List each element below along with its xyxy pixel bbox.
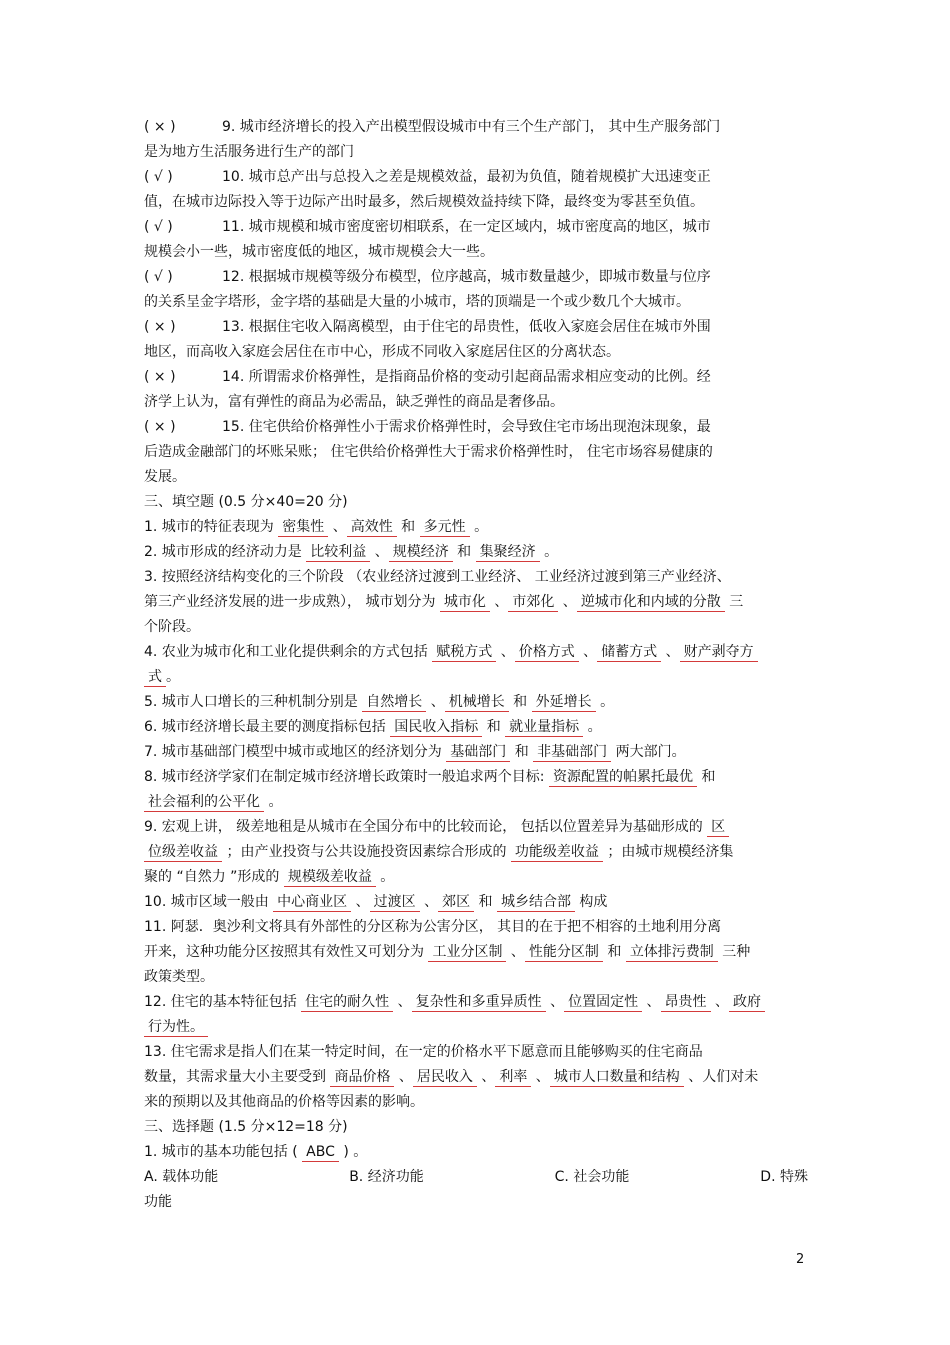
answer-blank: 住宅的耐久性: [301, 994, 393, 1012]
tf-mark: ( √ ): [144, 219, 173, 235]
answer-blank: 商品价格: [330, 1069, 394, 1087]
section-title-choice: 三、选择题 (1.5 分×12=18 分): [144, 1119, 348, 1135]
answer-blank: 非基础部门: [533, 744, 611, 762]
answer-blank: 工业分区制: [428, 944, 506, 962]
answer-blank: 外延增长: [532, 694, 596, 712]
answer-blank: 密集性: [278, 519, 328, 537]
tf-item-9: ( × ) 9. 城市经济增长的投入产出模型假设城市中有三个生产部门， 其中生产服务部门: [144, 115, 808, 140]
answer-blank: 性能分区制: [525, 944, 603, 962]
fill-q5: 5. 城市人口增长的三种机制分别是 自然增长 、 机械增长 和 外延增长 。: [144, 694, 615, 710]
answer-blank: 居民收入: [413, 1069, 477, 1087]
answer-blank: 功能级差收益: [511, 844, 603, 862]
answer-blank: 规模经济: [389, 544, 453, 562]
answer-blank: 就业量指标: [505, 719, 583, 737]
answer-blank: 区: [707, 819, 729, 837]
fill-q6: 6. 城市经济增长最主要的测度指标包括 国民收入指标 和 就业量指标 。: [144, 719, 602, 735]
answer-blank: 位置固定性: [564, 994, 642, 1012]
option-b: B. 经济功能: [349, 1169, 424, 1185]
option-c: C. 社会功能: [554, 1169, 630, 1185]
fill-q11: 11. 阿瑟．奥沙利文将具有外部性的分区称为公害分区， 其目的在于把不相容的土地利用分离: [144, 919, 722, 935]
answer-blank: 式: [144, 669, 166, 687]
fill-q9: 9. 宏观上讲， 级差地租是从城市在全国分布中的比较而论， 包括以位置差异为基础形成的 区: [144, 815, 808, 840]
option-d: D. 特殊: [760, 1169, 808, 1185]
answer-blank: 城市人口数量和结构: [550, 1069, 684, 1087]
tf-item-12: ( √ ) 12. 根据城市规模等级分布模型，位序越高，城市数量越少，即城市数量与位序: [144, 265, 808, 290]
exam-content: ( × ) 9. 城市经济增长的投入产出模型假设城市中有三个生产部门， 其中生产服务部门 是为地方生活服务进行生产的部门 ( √ ) 10. 城市总产出与总投入之差是规模效益，最初为负值，随着规模扩大迅速变正 值，在城市边际投入等于边际产出时最多，然后规模效益持续下降，最终变为零甚至负值。 ( √ ) 11. 城市规模和城市密度密切相联系，在一定区域内，城市密度高的地区，城市 规模会小一些，城市密度低的地区，城市规模会大一些。 ( √ ) 12. 根据城市规模等级分布模型，位序越高，城市数量越少，即城市数量与位序 的关系呈金字塔形，金字塔的基础是大量的小城市，塔的顶端是一个或少数几个大城市。 ( × ) 13. 根据住宅收入隔离模型，由于住宅的昂贵性，低收入家庭会居住在城市外围 地区，而高收入家庭会居住在市中心，形成不同收入家庭居住区的分离状态。 ( × ) 14. 所谓需求价格弹性，是指商品价格的变动引起商品需求相应变动的比例。经 济学上认为，富有弹性的商品为必需品，缺乏弹性的商品是奢侈品。 ( × ) 15. 住宅供给价格弹性小于需求价格弹性时，会导致住宅市场出现泡沫现象，最 后造成金融部门的坏账呆账； 住宅供给价格弹性大于需求价格弹性时， 住宅市场容易健康的 发展。 三、填空题 (0.5 分×40=20 分) 1. 城市的特征表现为 密集性 、 高效性 和 多元性 。 2. 城市形成的经济动力是 比较利益 、 规模经济 和 集聚经济 。 3. 按照经济结构变化的三个阶段 （农业经济过渡到工业经济、 工业经济过渡到第三产业经济、 第三产业经济发展的进一步成熟）， 城市划分为 城市化 、 市郊化 、 逆城市化和内域的分散 三 个阶段。 4. 农业为城市化和工业化提供剩余的方式包括 赋税方式 、 价格方式 、 储蓄方式 、 财产剥夺方 式 。 5. 城市人口增长的三种机制分别是 自然增长 、 机械增长 和 外延增长 。 6. 城市经济增长最主要的测度指标包括 国民收入指标 和 就业量指标 。 7. 城市基础部门模型中城市或地区的经济划分为 基础部门 和 非基础部门 两大部门。 8. 城市经济学家们在制定城市经济增长政策时一般追求两个目标: 资源配置的帕累托最优 和 社会福利的公平化 。 9. 宏观上讲， 级差地租是从城市在全国分布中的比较而论， 包括以位置差异为基础形成的 区 位级差收益 ；由产业投资与公共设施投资因素综合形成的 功能级差收益 ；由城市规模经济集 聚的 “自然力 ”形成的 规模级差收益 。 10. 城市区域一般由 中心商业区 、 过渡区 、 郊区 和 城乡结合部 构成 11. 阿瑟．奥沙利文将具有外部性的分区称为公害分区， 其目的在于把不相容的土地利用分离 开来，这种功能分区按照其有效性又可划分为 工业分区制 、 性能分区制 和 立体排污费制 三种 政策类型。 12. 住宅的基本特征包括 住宅的耐久性 、 复杂性和多重异质性 、 位置固定性 、 昂贵性 、 政府 行为性。 13. 住宅需求是指人们在某一特定时间，在一定的价格水平下愿意而且能够购买的住宅商品 数量，其需求量大小主要受到 商品价格 、 居民收入 、 利率 、 城市人口数量和结构 、人们对未 来的预期以及其他商品的价格等因素的影响。 三、选择题 (1.5 分×12=18 分) 1. 城市的基本功能包括 ( ABC ) 。 A. 载体功能 B. 经济功能 C. 社会功能 D. 特殊 功能: [144, 115, 808, 1215]
tf-mark: ( √ ): [144, 169, 173, 185]
tf-item-11: ( √ ) 11. 城市规模和城市密度密切相联系，在一定区域内，城市密度高的地区，城市: [144, 215, 808, 240]
fill-q3: 3. 按照经济结构变化的三个阶段 （农业经济过渡到工业经济、 工业经济过渡到第三产业经济、: [144, 569, 731, 585]
tf-mark: ( × ): [144, 319, 176, 335]
answer-blank: 昂贵性: [661, 994, 711, 1012]
fill-q10: 10. 城市区域一般由 中心商业区 、 过渡区 、 郊区 和 城乡结合部 构成: [144, 894, 608, 910]
answer-blank: 储蓄方式: [597, 644, 661, 662]
answer-blank: 社会福利的公平化: [144, 794, 264, 812]
answer-blank: 政府: [729, 994, 765, 1012]
fill-q1: 1. 城市的特征表现为 密集性 、 高效性 和 多元性 。: [144, 519, 489, 535]
answer-blank: 郊区: [438, 894, 474, 912]
answer-blank: 赋税方式: [432, 644, 496, 662]
answer-blank: 复杂性和多重异质性: [412, 994, 546, 1012]
tf-item-14: ( × ) 14. 所谓需求价格弹性，是指商品价格的变动引起商品需求相应变动的比例。经: [144, 365, 808, 390]
choice-options: [144, 1165, 808, 1190]
answer-blank: 城市化: [440, 594, 490, 612]
option-d-continued: 功能: [144, 1194, 172, 1210]
tf-mark: ( × ): [144, 119, 176, 135]
answer-blank: 立体排污费制: [626, 944, 718, 962]
answer-blank: 行为性。: [144, 1019, 208, 1037]
answer-blank: 过渡区: [370, 894, 420, 912]
fill-q12: 12. 住宅的基本特征包括 住宅的耐久性 、 复杂性和多重异质性 、 位置固定性 、 昂贵性 、 政府: [144, 990, 808, 1015]
answer-blank: 高效性: [347, 519, 397, 537]
section-title-fill: 三、填空题 (0.5 分×40=20 分): [144, 494, 348, 510]
fill-q7: 7. 城市基础部门模型中城市或地区的经济划分为 基础部门 和 非基础部门 两大部门。: [144, 744, 686, 760]
tf-item-13: ( × ) 13. 根据住宅收入隔离模型，由于住宅的昂贵性，低收入家庭会居住在城市外围: [144, 315, 808, 340]
answer-blank: 国民收入指标: [390, 719, 482, 737]
answer-blank: 位级差收益: [144, 844, 222, 862]
answer-blank: 利率: [495, 1069, 531, 1087]
choice-q1: 1. 城市的基本功能包括 ( ABC ) 。: [144, 1144, 368, 1160]
tf-item-15: ( × ) 15. 住宅供给价格弹性小于需求价格弹性时，会导致住宅市场出现泡沫现象，最: [144, 415, 808, 440]
tf-mark: ( × ): [144, 419, 176, 435]
fill-q4: 4. 农业为城市化和工业化提供剩余的方式包括 赋税方式 、 价格方式 、 储蓄方式 、 财产剥夺方: [144, 640, 808, 665]
answer-blank: 规模级差收益: [284, 869, 376, 887]
tf-item-10: ( √ ) 10. 城市总产出与总投入之差是规模效益，最初为负值，随着规模扩大迅速变正: [144, 165, 808, 190]
answer-blank: 城乡结合部: [497, 894, 575, 912]
fill-q8: 8. 城市经济学家们在制定城市经济增长政策时一般追求两个目标: 资源配置的帕累托最优 和: [144, 769, 716, 785]
answer-blank: ABC: [302, 1144, 339, 1162]
answer-blank: 机械增长: [445, 694, 509, 712]
answer-blank: 集聚经济: [476, 544, 540, 562]
answer-blank: 多元性: [420, 519, 470, 537]
answer-blank: 比较利益: [306, 544, 370, 562]
fill-q13: 13. 住宅需求是指人们在某一特定时间，在一定的价格水平下愿意而且能够购买的住宅商品: [144, 1044, 703, 1060]
answer-blank: 价格方式: [515, 644, 579, 662]
tf-mark: ( √ ): [144, 269, 173, 285]
answer-blank: 市郊化: [508, 594, 558, 612]
answer-blank: 基础部门: [446, 744, 510, 762]
answer-blank: 资源配置的帕累托最优: [549, 769, 697, 787]
option-a: A. 载体功能: [144, 1169, 219, 1185]
answer-blank: 逆城市化和内域的分散: [577, 594, 725, 612]
answer-blank: 自然增长: [362, 694, 426, 712]
answer-blank: 财产剥夺方: [680, 644, 758, 662]
answer-blank: 中心商业区: [273, 894, 351, 912]
fill-q2: 2. 城市形成的经济动力是 比较利益 、 规模经济 和 集聚经济 。: [144, 544, 559, 560]
page-number: 2: [796, 1252, 805, 1267]
tf-mark: ( × ): [144, 369, 176, 385]
